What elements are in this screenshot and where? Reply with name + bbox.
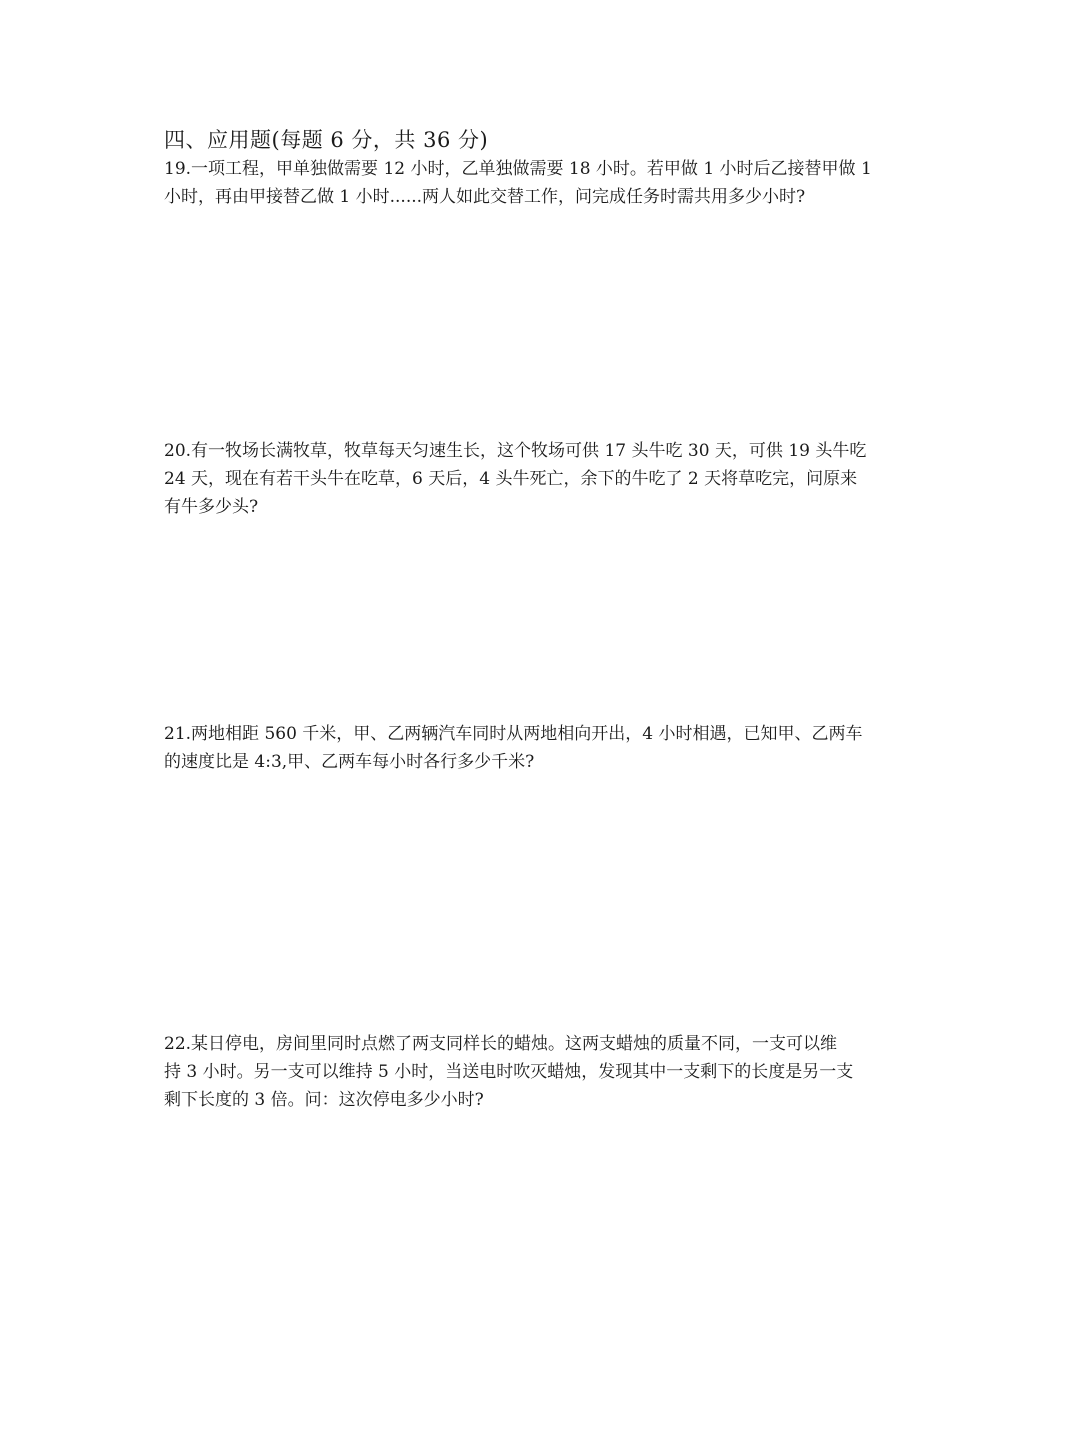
question-line: 剩下长度的 3 倍。问：这次停电多少小时? <box>164 1090 484 1110</box>
question-line: 有牛多少头? <box>164 497 259 517</box>
section-title: 四、应用题(每题 6 分，共 36 分) <box>164 128 489 152</box>
question-line: 22.某日停电，房间里同时点燃了两支同样长的蜡烛。这两支蜡烛的质量不同，一支可以维 <box>164 1034 838 1054</box>
question-line: 21.两地相距 560 千米，甲、乙两辆汽车同时从两地相向开出，4 小时相遇，已知甲、乙两车 <box>164 724 863 744</box>
question-line: 持 3 小时。另一支可以维持 5 小时，当送电时吹灭蜡烛，发现其中一支剩下的长度是另一支 <box>164 1062 854 1082</box>
question-line: 小时，再由甲接替乙做 1 小时......两人如此交替工作，问完成任务时需共用多少小时? <box>164 187 806 207</box>
question-22 <box>164 1030 922 1114</box>
question-line: 19.一项工程，甲单独做需要 12 小时，乙单独做需要 18 小时。若甲做 1 小时后乙接替甲做 1 <box>164 159 872 179</box>
question-20 <box>164 437 922 521</box>
question-line: 24 天，现在有若干头牛在吃草，6 天后，4 头牛死亡，余下的牛吃了 2 天将草吃完，问原来 <box>164 469 858 489</box>
question-line: 的速度比是 4:3,甲、乙两车每小时各行多少千米? <box>164 752 535 772</box>
question-line: 20.有一牧场长满牧草，牧草每天匀速生长，这个牧场可供 17 头牛吃 30 天，可供 19 头牛吃 <box>164 441 867 461</box>
question-19 <box>164 155 922 211</box>
question-21 <box>164 720 922 776</box>
